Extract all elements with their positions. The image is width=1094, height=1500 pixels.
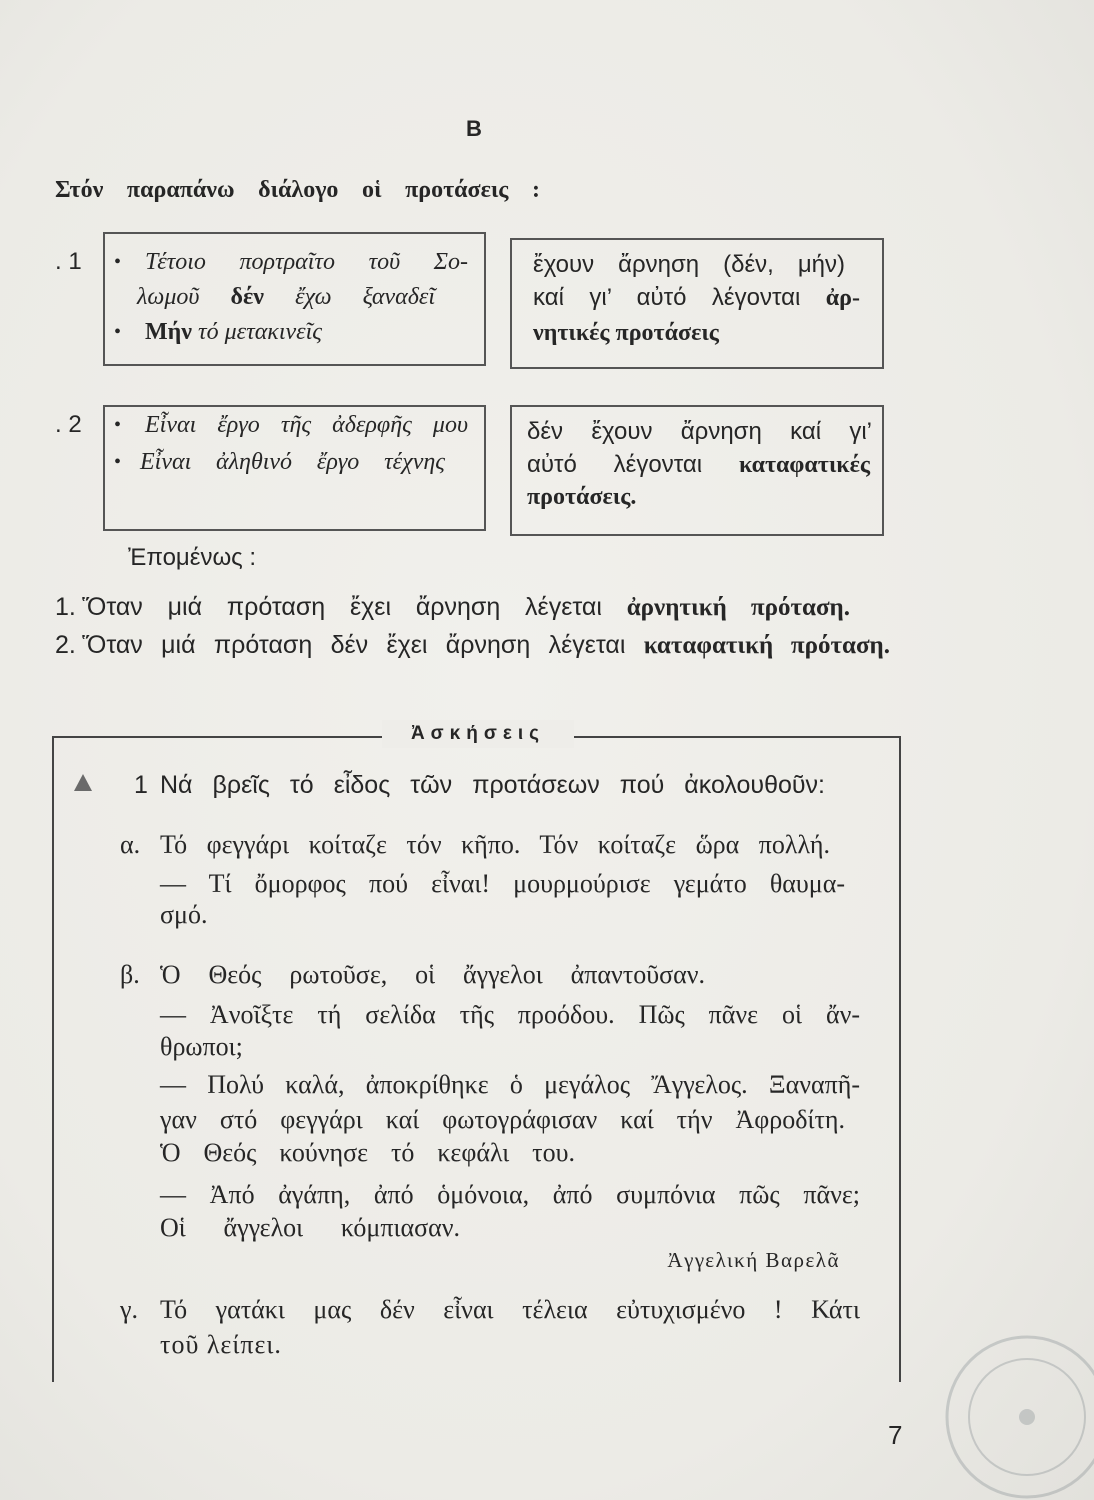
exercise-instruction: Νά βρεῖς τό εἶδος τῶν προτάσεων πού ἀκολουθοῦν: [160, 771, 825, 799]
term: προτάσεις. [527, 484, 637, 510]
rule-number: 1. [55, 593, 76, 621]
example-text: ἔχω ξαναδεῖ [295, 284, 436, 310]
exercises-title: Ἀσκήσεις [382, 720, 574, 748]
example-line: Τέτοιο πορτραῖτο τοῦ Σο- [145, 249, 468, 275]
explanation-line: δέν ἔχουν ἄρνηση καί γι’ [527, 418, 872, 445]
item-line: Τό φεγγάρι κοίταζε τόν κῆπο. Τόν κοίταζε ὥρα πολλή. [160, 830, 830, 859]
explanation-line [527, 450, 870, 480]
therefore-label: Ἐπομένως : [128, 544, 257, 571]
term: καταφατικές [738, 452, 870, 478]
rule-text: Ὅταν μιά πρόταση ἔχει ἄρνηση λέγεται [82, 593, 602, 621]
rule-text: Ὅταν μιά πρόταση δέν ἔχει ἄρνηση λέγεται [82, 631, 626, 659]
example-text: τό μετακινεῖς [198, 319, 322, 345]
item-line: Ὁ Θεός κούνησε τό κεφάλι του. [160, 1138, 575, 1167]
item-line: — Ἀπό ἀγάπη, ἀπό ὁμόνοια, ἀπό συμπόνια πῶς πᾶνε; [160, 1180, 860, 1209]
term: ἀρ- [825, 285, 860, 311]
rule-line [82, 592, 850, 623]
item-label: γ. [120, 1295, 138, 1324]
item-line: Τό γατάκι μας δέν εἶναι τέλεια εὐτυχισμένο ! Κάτι [160, 1295, 860, 1324]
item-line: τοῦ λείπει. [160, 1330, 282, 1359]
group-number: . 1 [55, 248, 82, 275]
item-line: — Πολύ καλά, ἀποκρίθηκε ὁ μεγάλος Ἄγγελος. Ξαναπῆ- [160, 1070, 860, 1099]
item-line: — Τί ὄμορφος πού εἶναι! μουρμούρισε γεμάτο θαυμα- [160, 869, 845, 898]
rule-number: 2. [55, 631, 76, 659]
intro-heading: Στόν παραπάνω διάλογο οἱ προτάσεις : [55, 177, 540, 203]
explanation-text: καί γι’ αὐτό λέγονται [533, 284, 801, 311]
item-line: θρωποι; [160, 1032, 243, 1061]
example-line: Εἶναι ἔργο τῆς ἀδερφῆς μου [145, 412, 468, 438]
item-line: Ὁ Θεός ρωτοῦσε, οἱ ἄγγελοι ἀπαντοῦσαν. [160, 960, 705, 989]
explanation-text: αὐτό λέγονται [527, 451, 703, 478]
explanation-line [533, 283, 860, 313]
bullet: • [114, 451, 122, 473]
negation-word: Μήν [145, 319, 193, 345]
section-letter: Β [466, 116, 482, 141]
explanation-line: ἔχουν ἄρνηση (δέν, μήν) [533, 251, 845, 278]
exercise-number: 1 [134, 771, 148, 799]
example-line [145, 317, 322, 347]
bullet: • [114, 251, 122, 273]
rule-term: ἀρνητική πρόταση. [626, 594, 850, 621]
example-text: λωμοῦ [137, 284, 200, 310]
term: νητικές προτάσεις [533, 320, 719, 346]
negation-word: δέν [230, 284, 264, 310]
item-line: — Ἀνοῖξτε τή σελίδα τῆς προόδου. Πῶς πᾶνε οἱ ἄν- [160, 1000, 860, 1029]
author-name: Ἀγγελική Βαρελᾶ [667, 1248, 840, 1272]
example-line [137, 282, 435, 312]
example-line: Εἶναι ἀληθινό ἔργο τέχνης [140, 449, 445, 475]
bullet: • [114, 321, 122, 343]
triangle-marker-icon [74, 774, 92, 791]
rule-term: καταφατική πρόταση. [643, 632, 890, 659]
item-line: Οἱ ἄγγελοι κόμπιασαν. [160, 1213, 460, 1242]
item-label: β. [120, 960, 140, 989]
bullet: • [114, 414, 122, 436]
group-number: . 2 [55, 411, 82, 438]
rule-line [82, 630, 890, 661]
item-line: σμό. [160, 900, 208, 929]
item-line: γαν στό φεγγάρι καί φωτογράφισαν καί τήν Ἀφροδίτη. [160, 1105, 845, 1134]
page-number: 7 [888, 1420, 903, 1450]
library-stamp-icon [935, 1325, 1094, 1500]
item-label: α. [120, 830, 141, 859]
